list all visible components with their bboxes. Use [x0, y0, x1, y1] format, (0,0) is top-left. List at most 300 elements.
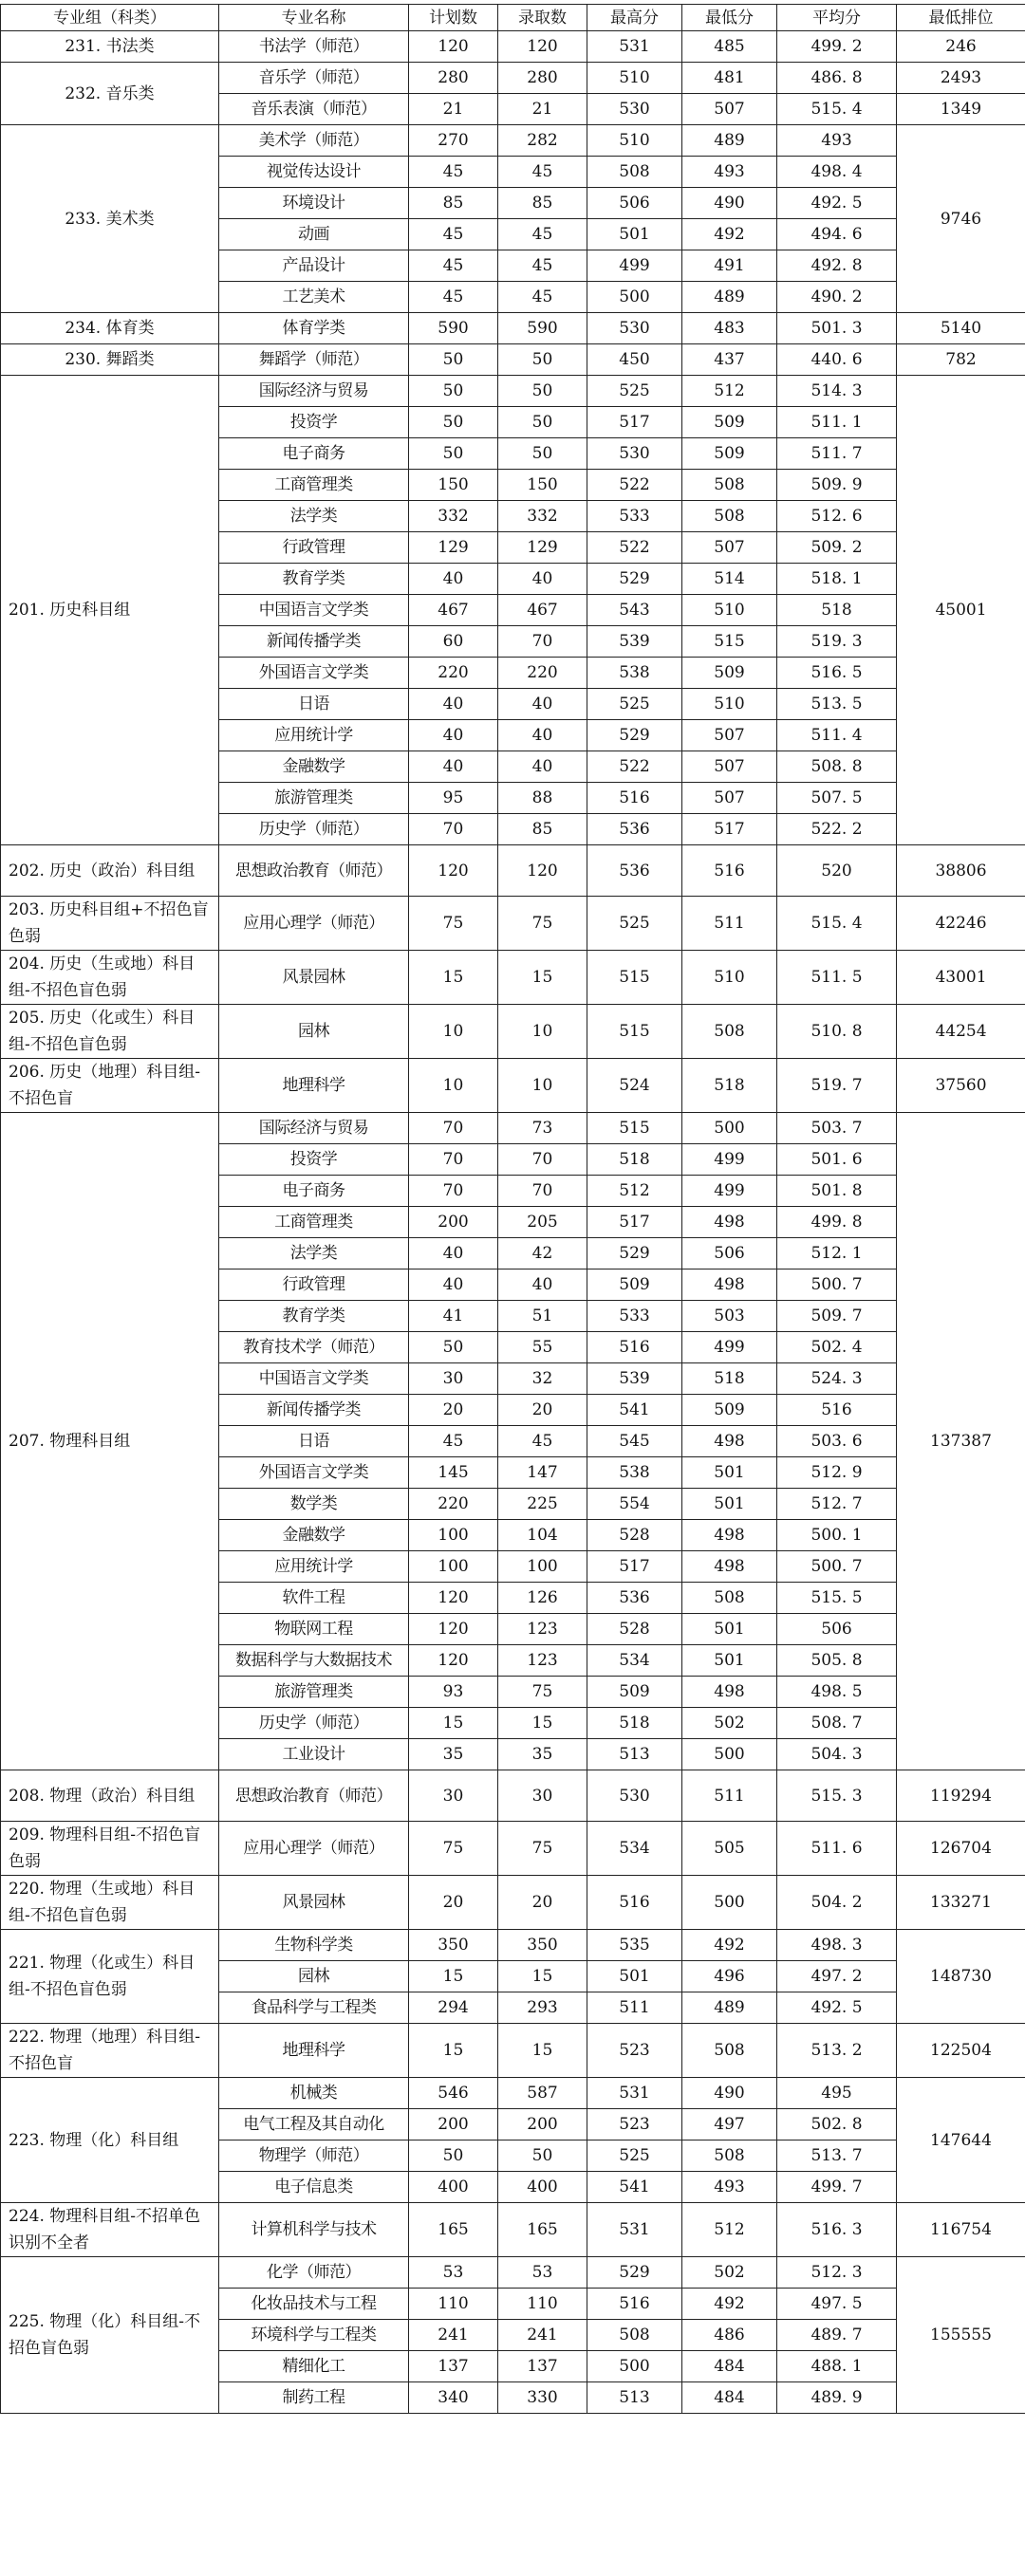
- avg-score: 519. 3: [777, 626, 897, 658]
- lowest-rank: 45001: [897, 376, 1025, 845]
- plan-count: 110: [409, 2289, 498, 2320]
- plan-count: 30: [409, 1770, 498, 1822]
- group-name: 205. 历史（化或生）科目组-不招色盲色弱: [1, 1005, 219, 1059]
- avg-score: 519. 7: [777, 1059, 897, 1113]
- admitted-count: 126: [498, 1583, 587, 1614]
- min-score: 490: [682, 2078, 777, 2109]
- min-score: 437: [682, 344, 777, 376]
- admitted-count: 45: [498, 250, 587, 282]
- min-score: 493: [682, 2172, 777, 2203]
- plan-count: 21: [409, 94, 498, 125]
- avg-score: 490. 2: [777, 282, 897, 313]
- avg-score: 492. 5: [777, 188, 897, 219]
- min-score: 500: [682, 1876, 777, 1930]
- major-name: 金融数学: [219, 751, 409, 783]
- min-score: 508: [682, 470, 777, 501]
- max-score: 534: [587, 1822, 682, 1876]
- admitted-count: 293: [498, 1992, 587, 2024]
- admitted-count: 15: [498, 951, 587, 1005]
- max-score: 501: [587, 219, 682, 250]
- min-score: 518: [682, 1363, 777, 1395]
- major-name: 精细化工: [219, 2351, 409, 2382]
- max-score: 536: [587, 1583, 682, 1614]
- min-score: 514: [682, 564, 777, 595]
- min-score: 501: [682, 1489, 777, 1520]
- major-name: 数据科学与大数据技术: [219, 1645, 409, 1677]
- admitted-count: 282: [498, 125, 587, 157]
- avg-score: 512. 7: [777, 1489, 897, 1520]
- plan-count: 100: [409, 1520, 498, 1551]
- admitted-count: 21: [498, 94, 587, 125]
- avg-score: 495: [777, 2078, 897, 2109]
- admitted-count: 241: [498, 2320, 587, 2351]
- major-name: 法学类: [219, 501, 409, 532]
- admitted-count: 147: [498, 1457, 587, 1489]
- group-name: 231. 书法类: [1, 31, 219, 63]
- table-row: [1, 2257, 1025, 2289]
- avg-score: 506: [777, 1614, 897, 1645]
- avg-score: 516: [777, 1395, 897, 1426]
- major-name: 投资学: [219, 1144, 409, 1176]
- avg-score: 499. 2: [777, 31, 897, 63]
- group-name: 206. 历史（地理）科目组-不招色盲: [1, 1059, 219, 1113]
- admitted-count: 120: [498, 845, 587, 897]
- lowest-rank: 137387: [897, 1113, 1025, 1770]
- avg-score: 522. 2: [777, 814, 897, 845]
- max-score: 528: [587, 1520, 682, 1551]
- avg-score: 511. 4: [777, 720, 897, 751]
- plan-count: 340: [409, 2382, 498, 2414]
- group-name: 222. 物理（地理）科目组-不招色盲: [1, 2024, 219, 2078]
- table-row: [1, 1059, 1025, 1113]
- max-score: 554: [587, 1489, 682, 1520]
- max-score: 545: [587, 1426, 682, 1457]
- plan-count: 220: [409, 1489, 498, 1520]
- avg-score: 502. 4: [777, 1332, 897, 1363]
- avg-score: 513. 5: [777, 689, 897, 720]
- min-score: 511: [682, 1770, 777, 1822]
- major-name: 环境科学与工程类: [219, 2320, 409, 2351]
- avg-score: 509. 2: [777, 532, 897, 564]
- avg-score: 509. 7: [777, 1301, 897, 1332]
- major-name: 食品科学与工程类: [219, 1992, 409, 2024]
- min-score: 515: [682, 626, 777, 658]
- table-row: [1, 1005, 1025, 1059]
- major-name: 教育学类: [219, 1301, 409, 1332]
- table-row: [1, 63, 1025, 94]
- avg-score: 498. 3: [777, 1930, 897, 1961]
- min-score: 502: [682, 1708, 777, 1739]
- avg-score: 500. 1: [777, 1520, 897, 1551]
- avg-score: 516. 5: [777, 658, 897, 689]
- min-score: 489: [682, 282, 777, 313]
- plan-count: 50: [409, 344, 498, 376]
- min-score: 512: [682, 376, 777, 407]
- plan-count: 50: [409, 2140, 498, 2172]
- max-score: 510: [587, 63, 682, 94]
- admitted-count: 70: [498, 1176, 587, 1207]
- min-score: 498: [682, 1426, 777, 1457]
- min-score: 507: [682, 751, 777, 783]
- min-score: 507: [682, 94, 777, 125]
- max-score: 515: [587, 951, 682, 1005]
- min-score: 508: [682, 1005, 777, 1059]
- avg-score: 515. 4: [777, 897, 897, 951]
- major-name: 地理科学: [219, 2024, 409, 2078]
- max-score: 530: [587, 1770, 682, 1822]
- table-row: [1, 2024, 1025, 2078]
- plan-count: 75: [409, 1822, 498, 1876]
- min-score: 490: [682, 188, 777, 219]
- header-group: 专业组（科类）: [1, 5, 219, 31]
- admitted-count: 70: [498, 626, 587, 658]
- major-name: 电子信息类: [219, 2172, 409, 2203]
- major-name: 机械类: [219, 2078, 409, 2109]
- plan-count: 15: [409, 1961, 498, 1992]
- max-score: 536: [587, 814, 682, 845]
- max-score: 530: [587, 94, 682, 125]
- plan-count: 45: [409, 157, 498, 188]
- admitted-count: 332: [498, 501, 587, 532]
- min-score: 498: [682, 1677, 777, 1708]
- avg-score: 486. 8: [777, 63, 897, 94]
- header-avg: 平均分: [777, 5, 897, 31]
- admitted-count: 85: [498, 814, 587, 845]
- admitted-count: 590: [498, 313, 587, 344]
- admitted-count: 165: [498, 2203, 587, 2257]
- min-score: 508: [682, 2024, 777, 2078]
- table-row: [1, 845, 1025, 897]
- admitted-count: 42: [498, 1238, 587, 1269]
- admitted-count: 75: [498, 897, 587, 951]
- max-score: 543: [587, 595, 682, 626]
- avg-score: 511. 6: [777, 1822, 897, 1876]
- major-name: 应用统计学: [219, 1551, 409, 1583]
- major-name: 工商管理类: [219, 470, 409, 501]
- avg-score: 503. 6: [777, 1426, 897, 1457]
- min-score: 496: [682, 1961, 777, 1992]
- min-score: 509: [682, 438, 777, 470]
- avg-score: 513. 2: [777, 2024, 897, 2078]
- max-score: 534: [587, 1645, 682, 1677]
- max-score: 531: [587, 31, 682, 63]
- max-score: 511: [587, 1992, 682, 2024]
- avg-score: 510. 8: [777, 1005, 897, 1059]
- header-admitted: 录取数: [498, 5, 587, 31]
- avg-score: 516. 3: [777, 2203, 897, 2257]
- table-row: [1, 31, 1025, 63]
- major-name: 思想政治教育（师范）: [219, 1770, 409, 1822]
- max-score: 523: [587, 2109, 682, 2140]
- min-score: 516: [682, 845, 777, 897]
- admissions-table: [0, 4, 1025, 2414]
- plan-count: 40: [409, 689, 498, 720]
- admitted-count: 50: [498, 376, 587, 407]
- major-name: 新闻传播学类: [219, 1395, 409, 1426]
- avg-score: 501. 3: [777, 313, 897, 344]
- avg-score: 493: [777, 125, 897, 157]
- major-name: 教育技术学（师范）: [219, 1332, 409, 1363]
- table-body: [1, 31, 1025, 2414]
- admitted-count: 150: [498, 470, 587, 501]
- admitted-count: 85: [498, 188, 587, 219]
- plan-count: 120: [409, 1583, 498, 1614]
- avg-score: 507. 5: [777, 783, 897, 814]
- lowest-rank: 246: [897, 31, 1025, 63]
- admitted-count: 40: [498, 1269, 587, 1301]
- table-row: [1, 376, 1025, 407]
- lowest-rank: 116754: [897, 2203, 1025, 2257]
- plan-count: 200: [409, 1207, 498, 1238]
- major-name: 化学（师范）: [219, 2257, 409, 2289]
- avg-score: 504. 3: [777, 1739, 897, 1770]
- max-score: 529: [587, 1238, 682, 1269]
- min-score: 484: [682, 2382, 777, 2414]
- admitted-count: 53: [498, 2257, 587, 2289]
- min-score: 510: [682, 951, 777, 1005]
- lowest-rank: 9746: [897, 125, 1025, 313]
- min-score: 501: [682, 1457, 777, 1489]
- max-score: 529: [587, 720, 682, 751]
- plan-count: 40: [409, 564, 498, 595]
- table-row: [1, 1113, 1025, 1144]
- max-score: 533: [587, 501, 682, 532]
- max-score: 518: [587, 1144, 682, 1176]
- max-score: 522: [587, 532, 682, 564]
- major-name: 中国语言文学类: [219, 1363, 409, 1395]
- avg-score: 501. 8: [777, 1176, 897, 1207]
- plan-count: 241: [409, 2320, 498, 2351]
- avg-score: 518. 1: [777, 564, 897, 595]
- avg-score: 440. 6: [777, 344, 897, 376]
- plan-count: 75: [409, 897, 498, 951]
- avg-score: 512. 3: [777, 2257, 897, 2289]
- admitted-count: 400: [498, 2172, 587, 2203]
- plan-count: 120: [409, 845, 498, 897]
- max-score: 522: [587, 470, 682, 501]
- max-score: 525: [587, 689, 682, 720]
- admitted-count: 15: [498, 1708, 587, 1739]
- avg-score: 492. 5: [777, 1992, 897, 2024]
- min-score: 501: [682, 1645, 777, 1677]
- lowest-rank: 43001: [897, 951, 1025, 1005]
- major-name: 音乐表演（师范）: [219, 94, 409, 125]
- min-score: 501: [682, 1614, 777, 1645]
- major-name: 软件工程: [219, 1583, 409, 1614]
- major-name: 音乐学（师范）: [219, 63, 409, 94]
- min-score: 485: [682, 31, 777, 63]
- group-name: 224. 物理科目组-不招单色识别不全者: [1, 2203, 219, 2257]
- plan-count: 35: [409, 1739, 498, 1770]
- max-score: 506: [587, 188, 682, 219]
- min-score: 492: [682, 1930, 777, 1961]
- header-major: 专业名称: [219, 5, 409, 31]
- admitted-count: 225: [498, 1489, 587, 1520]
- major-name: 思想政治教育（师范）: [219, 845, 409, 897]
- admitted-count: 45: [498, 1426, 587, 1457]
- avg-score: 511. 7: [777, 438, 897, 470]
- major-name: 物联网工程: [219, 1614, 409, 1645]
- plan-count: 70: [409, 1176, 498, 1207]
- avg-score: 520: [777, 845, 897, 897]
- admitted-count: 50: [498, 344, 587, 376]
- avg-score: 501. 6: [777, 1144, 897, 1176]
- major-name: 园林: [219, 1961, 409, 1992]
- header-rank: 最低排位: [897, 5, 1025, 31]
- max-score: 508: [587, 157, 682, 188]
- admitted-count: 20: [498, 1395, 587, 1426]
- plan-count: 70: [409, 1144, 498, 1176]
- plan-count: 95: [409, 783, 498, 814]
- admitted-count: 30: [498, 1770, 587, 1822]
- admitted-count: 220: [498, 658, 587, 689]
- table-row: [1, 2203, 1025, 2257]
- major-name: 旅游管理类: [219, 783, 409, 814]
- avg-score: 488. 1: [777, 2351, 897, 2382]
- admitted-count: 205: [498, 1207, 587, 1238]
- max-score: 515: [587, 1113, 682, 1144]
- min-score: 498: [682, 1207, 777, 1238]
- major-name: 动画: [219, 219, 409, 250]
- table-row: [1, 125, 1025, 157]
- plan-count: 15: [409, 951, 498, 1005]
- max-score: 499: [587, 250, 682, 282]
- major-name: 国际经济与贸易: [219, 1113, 409, 1144]
- group-name: 225. 物理（化）科目组-不招色盲色弱: [1, 2257, 219, 2414]
- major-name: 历史学（师范）: [219, 814, 409, 845]
- avg-score: 499. 7: [777, 2172, 897, 2203]
- min-score: 498: [682, 1520, 777, 1551]
- min-score: 498: [682, 1269, 777, 1301]
- table-row: [1, 1822, 1025, 1876]
- avg-score: 489. 9: [777, 2382, 897, 2414]
- lowest-rank: 122504: [897, 2024, 1025, 2078]
- max-score: 516: [587, 2289, 682, 2320]
- admitted-count: 280: [498, 63, 587, 94]
- major-name: 教育学类: [219, 564, 409, 595]
- admitted-count: 467: [498, 595, 587, 626]
- admitted-count: 10: [498, 1059, 587, 1113]
- avg-score: 512. 6: [777, 501, 897, 532]
- plan-count: 10: [409, 1005, 498, 1059]
- major-name: 物理学（师范）: [219, 2140, 409, 2172]
- max-score: 525: [587, 376, 682, 407]
- plan-count: 30: [409, 1363, 498, 1395]
- min-score: 507: [682, 532, 777, 564]
- avg-score: 503. 7: [777, 1113, 897, 1144]
- admitted-count: 123: [498, 1614, 587, 1645]
- max-score: 525: [587, 897, 682, 951]
- avg-score: 494. 6: [777, 219, 897, 250]
- major-name: 工艺美术: [219, 282, 409, 313]
- admitted-count: 45: [498, 219, 587, 250]
- avg-score: 512. 1: [777, 1238, 897, 1269]
- major-name: 外国语言文学类: [219, 658, 409, 689]
- table-row: [1, 1770, 1025, 1822]
- avg-score: 505. 8: [777, 1645, 897, 1677]
- max-score: 517: [587, 1207, 682, 1238]
- max-score: 530: [587, 438, 682, 470]
- major-name: 舞蹈学（师范）: [219, 344, 409, 376]
- admitted-count: 40: [498, 751, 587, 783]
- lowest-rank: 133271: [897, 1876, 1025, 1930]
- plan-count: 50: [409, 407, 498, 438]
- admitted-count: 55: [498, 1332, 587, 1363]
- avg-score: 511. 5: [777, 951, 897, 1005]
- min-score: 511: [682, 897, 777, 951]
- group-name: 203. 历史科目组+不招色盲色弱: [1, 897, 219, 951]
- min-score: 497: [682, 2109, 777, 2140]
- major-name: 体育学类: [219, 313, 409, 344]
- major-name: 电子商务: [219, 438, 409, 470]
- min-score: 510: [682, 689, 777, 720]
- min-score: 498: [682, 1551, 777, 1583]
- max-score: 518: [587, 1708, 682, 1739]
- major-name: 数学类: [219, 1489, 409, 1520]
- min-score: 505: [682, 1822, 777, 1876]
- major-name: 地理科学: [219, 1059, 409, 1113]
- major-name: 计算机科学与技术: [219, 2203, 409, 2257]
- avg-score: 514. 3: [777, 376, 897, 407]
- group-name: 209. 物理科目组-不招色盲色弱: [1, 1822, 219, 1876]
- plan-count: 200: [409, 2109, 498, 2140]
- group-name: 220. 物理（生或地）科目组-不招色盲色弱: [1, 1876, 219, 1930]
- avg-score: 509. 9: [777, 470, 897, 501]
- major-name: 行政管理: [219, 532, 409, 564]
- plan-count: 546: [409, 2078, 498, 2109]
- table-row: [1, 313, 1025, 344]
- min-score: 489: [682, 125, 777, 157]
- min-score: 507: [682, 720, 777, 751]
- table-row: [1, 1876, 1025, 1930]
- admitted-count: 75: [498, 1677, 587, 1708]
- plan-count: 137: [409, 2351, 498, 2382]
- plan-count: 40: [409, 751, 498, 783]
- max-score: 541: [587, 1395, 682, 1426]
- avg-score: 500. 7: [777, 1269, 897, 1301]
- admitted-count: 100: [498, 1551, 587, 1583]
- admitted-count: 587: [498, 2078, 587, 2109]
- max-score: 512: [587, 1176, 682, 1207]
- avg-score: 518: [777, 595, 897, 626]
- header-min: 最低分: [682, 5, 777, 31]
- plan-count: 70: [409, 814, 498, 845]
- min-score: 492: [682, 2289, 777, 2320]
- min-score: 503: [682, 1301, 777, 1332]
- max-score: 500: [587, 2351, 682, 2382]
- major-name: 新闻传播学类: [219, 626, 409, 658]
- avg-score: 512. 9: [777, 1457, 897, 1489]
- table-row: [1, 897, 1025, 951]
- admitted-count: 51: [498, 1301, 587, 1332]
- major-name: 日语: [219, 1426, 409, 1457]
- min-score: 502: [682, 2257, 777, 2289]
- major-name: 风景园林: [219, 1876, 409, 1930]
- admitted-count: 32: [498, 1363, 587, 1395]
- max-score: 517: [587, 1551, 682, 1583]
- admitted-count: 88: [498, 783, 587, 814]
- lowest-rank: 2493: [897, 63, 1025, 94]
- admitted-count: 40: [498, 564, 587, 595]
- min-score: 509: [682, 1395, 777, 1426]
- plan-count: 10: [409, 1059, 498, 1113]
- min-score: 481: [682, 63, 777, 94]
- max-score: 539: [587, 1363, 682, 1395]
- group-name: 234. 体育类: [1, 313, 219, 344]
- lowest-rank: 119294: [897, 1770, 1025, 1822]
- plan-count: 50: [409, 438, 498, 470]
- avg-score: 498. 4: [777, 157, 897, 188]
